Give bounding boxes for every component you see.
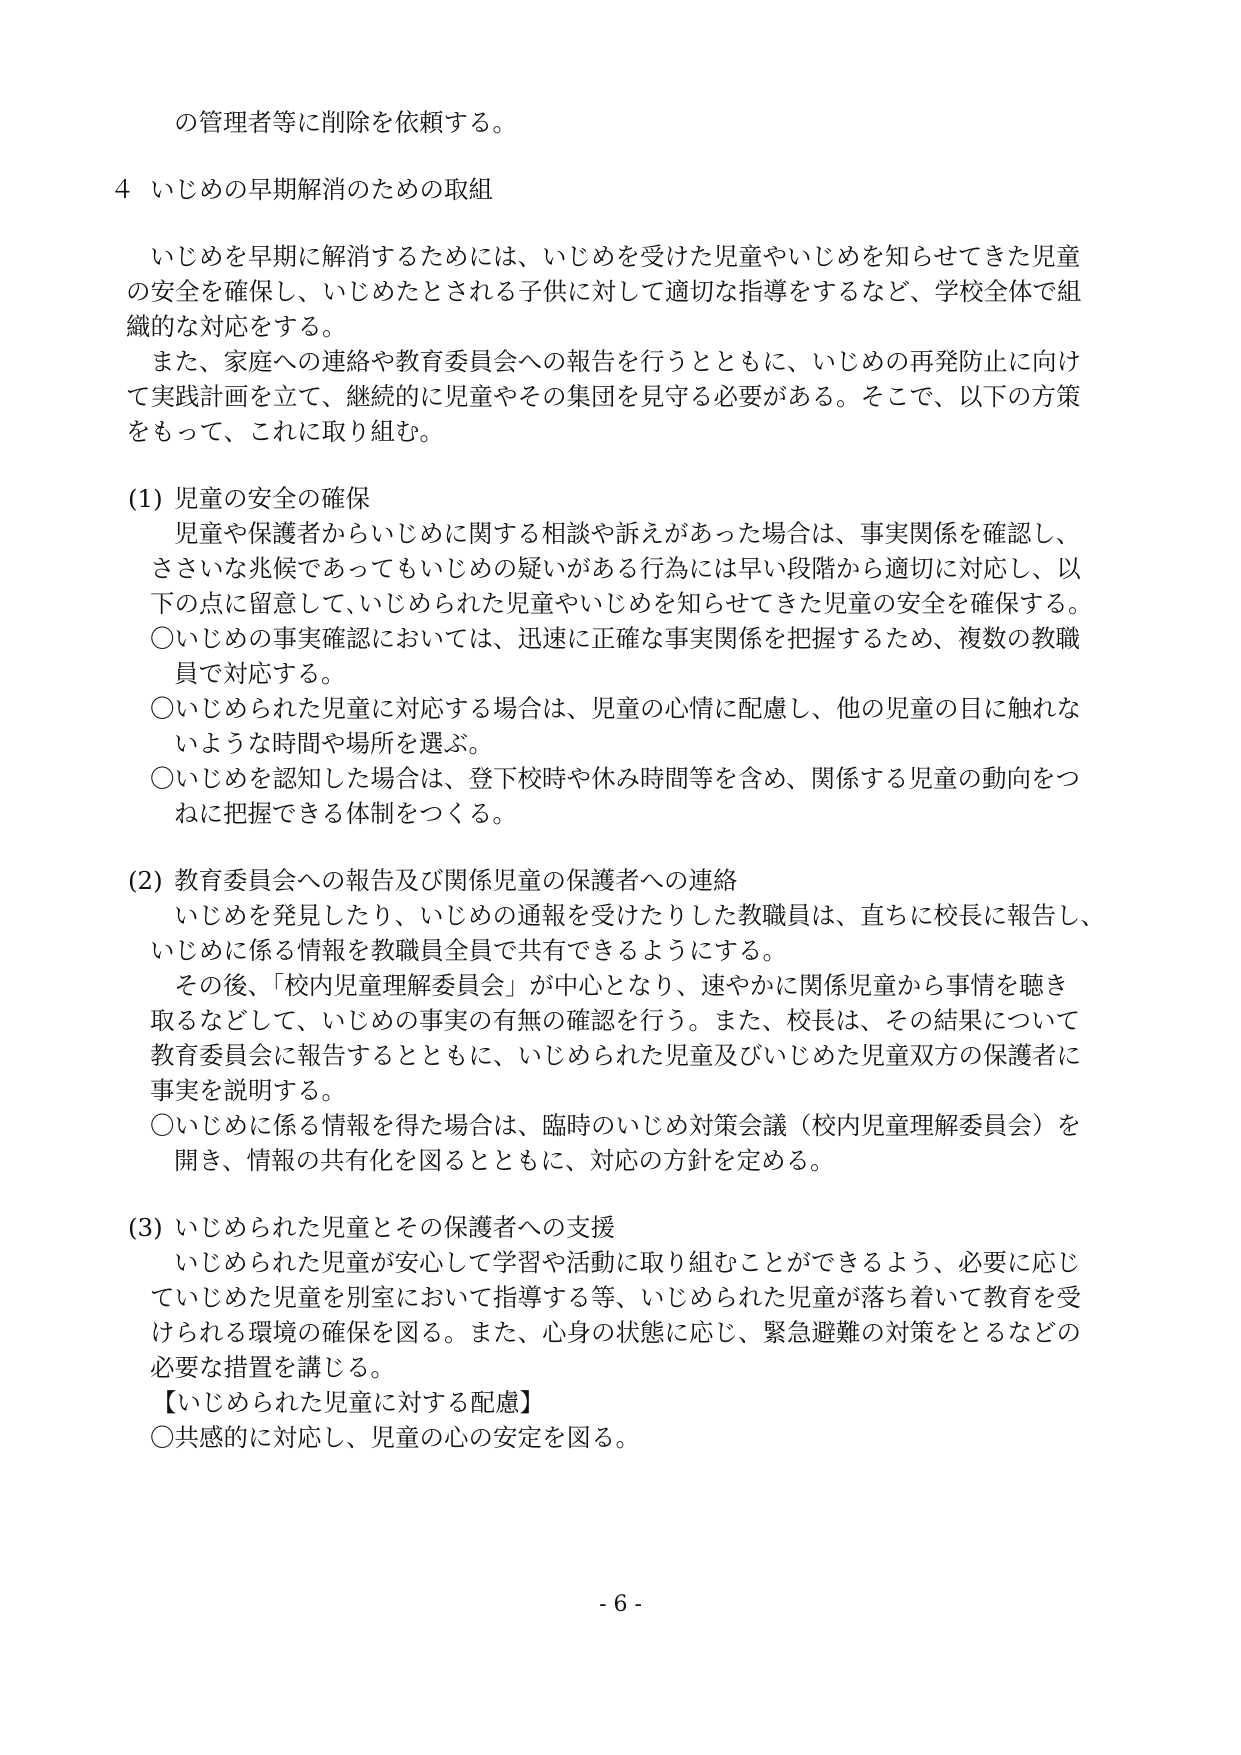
paragraph-line: いじめに係る情報を教職員全員で共有できるようにする。	[150, 936, 787, 965]
paragraph-line: 教育委員会に報告するとともに、いじめられた児童及びいじめた児童双方の保護者に	[150, 1041, 1081, 1070]
paragraph-line: ていじめた児童を別室において指導する等、いじめられた児童が落ち着いて教育を受	[150, 1283, 1081, 1312]
subsection-label: (1)	[128, 484, 163, 513]
subsection-title: 教育委員会への報告及び関係児童の保護者への連絡	[174, 866, 738, 895]
paragraph-line: の安全を確保し、いじめたとされる子供に対して適切な指導をするなど、学校全体で組	[126, 277, 1082, 306]
paragraph-line: をもって、これに取り組む。	[126, 417, 445, 446]
subsection-label: (2)	[128, 866, 163, 895]
paragraph-line: て実践計画を立て、継続的に児童やその集団を見守る必要がある。そこで、以下の方策	[126, 382, 1081, 411]
bullet-line: 〇いじめに係る情報を得た場合は、臨時のいじめ対策会議（校内児童理解委員会）を	[150, 1111, 1081, 1140]
paragraph-line: 事実を説明する。	[150, 1076, 346, 1105]
subsection-label: (3)	[128, 1213, 163, 1242]
section-title: いじめの早期解消のための取組	[150, 175, 493, 204]
page-number: - 6 -	[599, 1592, 642, 1617]
paragraph-line: 織的な対応をする。	[126, 312, 347, 341]
bullet-line: 〇いじめの事実確認においては、迅速に正確な事実関係を把握するため、複数の教職	[150, 624, 1081, 653]
section-number: ４	[110, 175, 135, 204]
bullet-line: 員で対応する。	[174, 659, 346, 688]
continuation-text: の管理者等に削除を依頼する。	[174, 108, 517, 137]
paragraph-line: いじめを発見したり、いじめの通報を受けたりした教職員は、直ちに校長に報告し、	[174, 901, 1105, 930]
bullet-line: 〇いじめを認知した場合は、登下校時や休み時間等を含め、関係する児童の動向をつ	[150, 764, 1081, 793]
paragraph-line: けられる環境の確保を図る。また、心身の状態に応じ、緊急避難の対策をとるなどの	[150, 1318, 1081, 1347]
paragraph-line: 下の点に留意して､いじめられた児童やいじめを知らせてきた児童の安全を確保する｡	[150, 589, 1081, 618]
bracket-heading: 【いじめられた児童に対する配慮】	[152, 1388, 544, 1417]
paragraph-line: 児童や保護者からいじめに関する相談や訴えがあった場合は、事実関係を確認し、	[174, 519, 1081, 548]
paragraph-line: その後、「校内児童理解委員会」が中心となり、速やかに関係児童から事情を聴き	[174, 971, 1069, 1000]
subsection-title: いじめられた児童とその保護者への支援	[174, 1213, 615, 1242]
paragraph-line: いじめられた児童が安心して学習や活動に取り組むことができるよう、必要に応じ	[174, 1248, 1081, 1277]
bullet-line: 開き、情報の共有化を図るとともに、対応の方針を定める。	[174, 1146, 835, 1175]
bullet-line: いような時間や場所を選ぶ。	[174, 729, 493, 758]
bullet-line: ねに把握できる体制をつくる。	[174, 799, 517, 828]
paragraph-line: 取るなどして、いじめの事実の有無の確認を行う。また、校長は、その結果について	[150, 1006, 1081, 1035]
bullet-line: 〇いじめられた児童に対応する場合は、児童の心情に配慮し、他の児童の目に触れな	[150, 694, 1081, 723]
paragraph-line: 必要な措置を講じる。	[150, 1353, 395, 1382]
paragraph-line: いじめを早期に解消するためには、いじめを受けた児童やいじめを知らせてきた児童	[150, 242, 1081, 271]
bullet-line: 〇共感的に対応し、児童の心の安定を図る。	[150, 1423, 640, 1452]
subsection-title: 児童の安全の確保	[174, 484, 370, 513]
paragraph-line: また、家庭への連絡や教育委員会への報告を行うとともに、いじめの再発防止に向け	[150, 347, 1081, 376]
paragraph-line: ささいな兆候であってもいじめの疑いがある行為には早い段階から適切に対応し、以	[150, 554, 1081, 583]
